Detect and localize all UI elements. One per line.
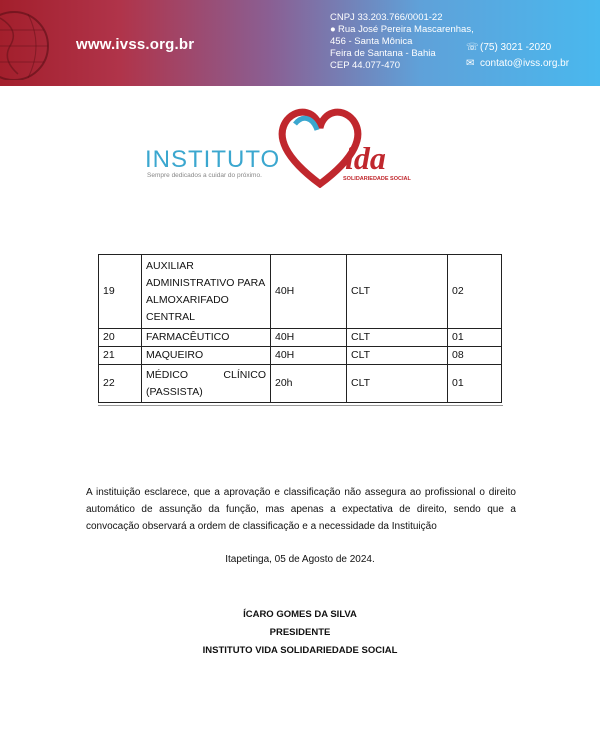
row-number: 21 bbox=[99, 347, 142, 365]
role-line: MÉDICO CLÍNICO bbox=[146, 368, 266, 381]
institute-logo bbox=[145, 106, 430, 196]
role-line: ALMOXARIFADO bbox=[146, 293, 229, 306]
row-number: 22 bbox=[99, 365, 142, 403]
row-number: 20 bbox=[99, 329, 142, 347]
logo-tagline: Sempre dedicados a cuidar do próximo. bbox=[147, 172, 262, 179]
role-line: (PASSISTA) bbox=[146, 385, 203, 398]
table-row bbox=[99, 255, 502, 329]
phone-text: (75) 3021 -2020 bbox=[480, 42, 552, 53]
contact-block bbox=[466, 40, 569, 72]
regime-cell: CLT bbox=[347, 255, 448, 329]
role-cell: FARMACÊUTICO bbox=[142, 329, 271, 347]
positions-table bbox=[98, 254, 502, 403]
table-bottom-edge bbox=[98, 405, 503, 408]
vacancies-cell: 02 bbox=[448, 255, 502, 329]
globe-icon bbox=[0, 8, 56, 80]
row-number: 19 bbox=[99, 255, 142, 329]
address-block bbox=[330, 12, 474, 72]
vacancies-cell: 08 bbox=[448, 347, 502, 365]
role-line: ADMINISTRATIVO PARA bbox=[146, 276, 266, 289]
address-line: CEP 44.077-470 bbox=[330, 60, 401, 71]
vacancies-cell: 01 bbox=[448, 329, 502, 347]
regime-cell: CLT bbox=[347, 365, 448, 403]
hours-cell: 40H bbox=[271, 329, 347, 347]
table-row bbox=[99, 347, 502, 365]
role-cell bbox=[142, 365, 271, 403]
vacancies-cell: 01 bbox=[448, 365, 502, 403]
date-line: Itapetinga, 05 de Agosto de 2024. bbox=[225, 554, 375, 565]
address-line: Feira de Santana - Bahia bbox=[330, 48, 436, 59]
address-line: Rua José Pereira Mascarenhas, bbox=[338, 24, 474, 35]
role-cell: MAQUEIRO bbox=[142, 347, 271, 365]
table-row bbox=[99, 365, 502, 403]
mail-icon: ✉ bbox=[466, 58, 475, 69]
role-cell bbox=[142, 255, 271, 329]
regime-cell: CLT bbox=[347, 329, 448, 347]
phone-icon: ☏ bbox=[466, 42, 479, 53]
hours-cell: 20h bbox=[271, 365, 347, 403]
hours-cell: 40H bbox=[271, 347, 347, 365]
email-link[interactable]: contato@ivss.org.br bbox=[480, 58, 570, 69]
header-banner bbox=[0, 0, 600, 86]
location-pin-icon: ● bbox=[330, 24, 336, 35]
signature-block bbox=[0, 606, 600, 660]
hours-cell: 40H bbox=[271, 255, 347, 329]
disclaimer-paragraph: A instituição esclarece, que a aprovação e classificação não assegura ao profissional o direito automático de assunção da função, mas apenas a expectativa de direito, sendo que a convocação observará a ordem de classificação e a necessidade da Instituição bbox=[86, 487, 516, 532]
regime-cell: CLT bbox=[347, 347, 448, 365]
role-line: AUXILIAR bbox=[146, 259, 194, 272]
signer-title: PRESIDENTE bbox=[269, 627, 331, 638]
logo-instituto-text: INSTITUTO bbox=[145, 146, 281, 173]
website-link[interactable]: www.ivss.org.br bbox=[76, 36, 195, 53]
address-line: 456 - Santa Mônica bbox=[330, 36, 413, 47]
cnpj-text: CNPJ 33.203.766/0001-22 bbox=[330, 12, 443, 23]
signer-name: ÍCARO GOMES DA SILVA bbox=[243, 609, 357, 620]
logo-subtitle: SOLIDARIEDADE SOCIAL bbox=[343, 176, 411, 182]
logo-vida-text: ida bbox=[345, 140, 386, 176]
signer-organization: INSTITUTO VIDA SOLIDARIEDADE SOCIAL bbox=[202, 645, 398, 656]
table-row bbox=[99, 329, 502, 347]
role-line: CENTRAL bbox=[146, 310, 196, 323]
